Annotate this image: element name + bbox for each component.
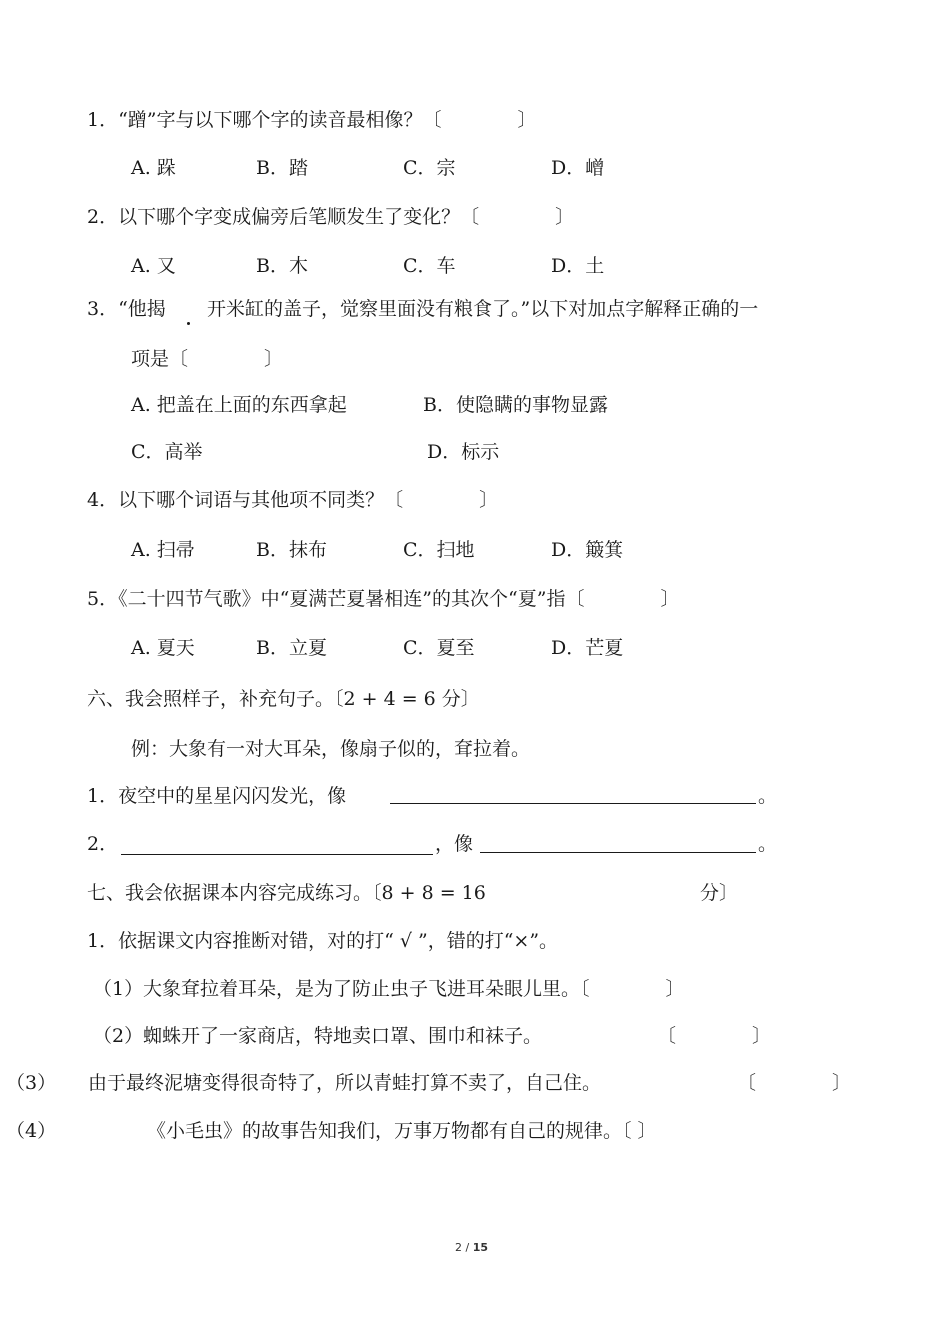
q3-option-d: D．标示 <box>427 441 500 463</box>
judge-item-3-text: 由于最终泥塘变得很奇特了，所以青蛙打算不卖了，自己住。 <box>88 1072 602 1094</box>
page-total: 15 <box>472 1241 489 1254</box>
q3-option-a: A. 把盖在上面的东西拿起 <box>131 394 347 416</box>
answer-blank[interactable] <box>390 803 756 804</box>
q1-option-a: A. 跺 <box>131 157 176 179</box>
question-1: 1．“蹭”字与以下哪个字的读音最相像？〔 〕 <box>87 109 537 131</box>
answer-blank[interactable] <box>480 852 756 853</box>
page-separator: / <box>465 1241 470 1254</box>
judge-item-2-bracket[interactable]: 〔 〕 <box>657 1025 772 1047</box>
q5-option-b: B．立夏 <box>256 637 327 659</box>
q2-option-b: B．木 <box>256 255 308 277</box>
q1-option-c: C．宗 <box>403 157 456 179</box>
judge-item-1-num: （1） <box>93 978 144 1000</box>
q4-option-d: D．簸箕 <box>551 539 624 561</box>
question-2: 2．以下哪个字变成偏旁后笔顺发生了变化？〔 〕 <box>87 206 575 228</box>
page-current: 2 <box>455 1241 462 1254</box>
q2-option-a: A. 又 <box>131 255 176 277</box>
q2-option-c: C．车 <box>403 255 456 277</box>
question-3-part1: 3．“他揭 <box>87 298 166 320</box>
judge-item-1-text: 大象耷拉着耳朵，是为了防止虫子飞进耳朵眼儿里。〔 〕 <box>143 978 685 1000</box>
judge-item-2-text: 蜘蛛开了一家商店，特地卖口罩、围巾和袜子。 <box>143 1025 543 1047</box>
q3-option-c: C．高举 <box>131 441 203 463</box>
q4-option-b: B．抹布 <box>256 539 327 561</box>
question-3-line2: 项是〔 〕 <box>131 348 284 370</box>
q1-option-b: B．踏 <box>256 157 308 179</box>
q3-option-b: B．使隐瞒的事物显露 <box>423 394 608 416</box>
judge-item-4-text: 《小毛虫》的故事告知我们，万事万物都有自己的规律。〔 〕 <box>147 1120 657 1142</box>
section-6-q1-suffix: 。 <box>758 785 778 807</box>
section-6-q2-middle: ，像 <box>435 833 474 855</box>
judge-item-2-num: （2） <box>93 1025 144 1047</box>
q5-option-c: C．夏至 <box>403 637 475 659</box>
q2-option-d: D．土 <box>551 255 605 277</box>
section-6-q1-prefix: 1．夜空中的星星闪闪发光，像 <box>87 785 347 807</box>
judge-item-3-num: （3） <box>6 1072 57 1094</box>
section-7-heading: 七、我会依据课本内容完成练习。〔8 + 8 = 16 <box>87 882 486 904</box>
emphasis-dot <box>187 322 190 325</box>
judge-item-3-bracket[interactable]: 〔 〕 <box>737 1072 852 1094</box>
section-7-q1: 1．依据课文内容推断对错，对的打“ √ ”，错的打“×”。 <box>87 930 559 952</box>
section-6-example: 例：大象有一对大耳朵，像扇子似的，耷拉着。 <box>131 738 531 760</box>
q5-option-d: D．芒夏 <box>551 637 624 659</box>
q5-option-a: A. 夏天 <box>131 637 195 659</box>
q1-option-d: D．嶒 <box>551 157 605 179</box>
q4-option-a: A. 扫帚 <box>131 539 195 561</box>
answer-blank[interactable] <box>121 854 433 855</box>
page-number <box>455 1236 488 1260</box>
question-4: 4．以下哪个词语与其他项不同类？〔 〕 <box>87 489 499 511</box>
question-3-part2: 开米缸的盖子，觉察里面没有粮食了。”以下对加点字解释正确的一 <box>207 298 759 320</box>
q4-option-c: C．扫地 <box>403 539 475 561</box>
section-7-heading-tail: 分〕 <box>700 882 739 904</box>
judge-item-4-num: （4） <box>6 1120 57 1142</box>
section-6-heading: 六、我会照样子，补充句子。〔2 + 4 = 6 分〕 <box>87 688 480 710</box>
question-5: 5．《二十四节气歌》中“夏满芒夏暑相连”的其次个“夏”指〔 〕 <box>87 588 680 610</box>
section-6-q2-prefix: 2． <box>87 833 119 855</box>
section-6-q2-suffix: 。 <box>758 833 778 855</box>
